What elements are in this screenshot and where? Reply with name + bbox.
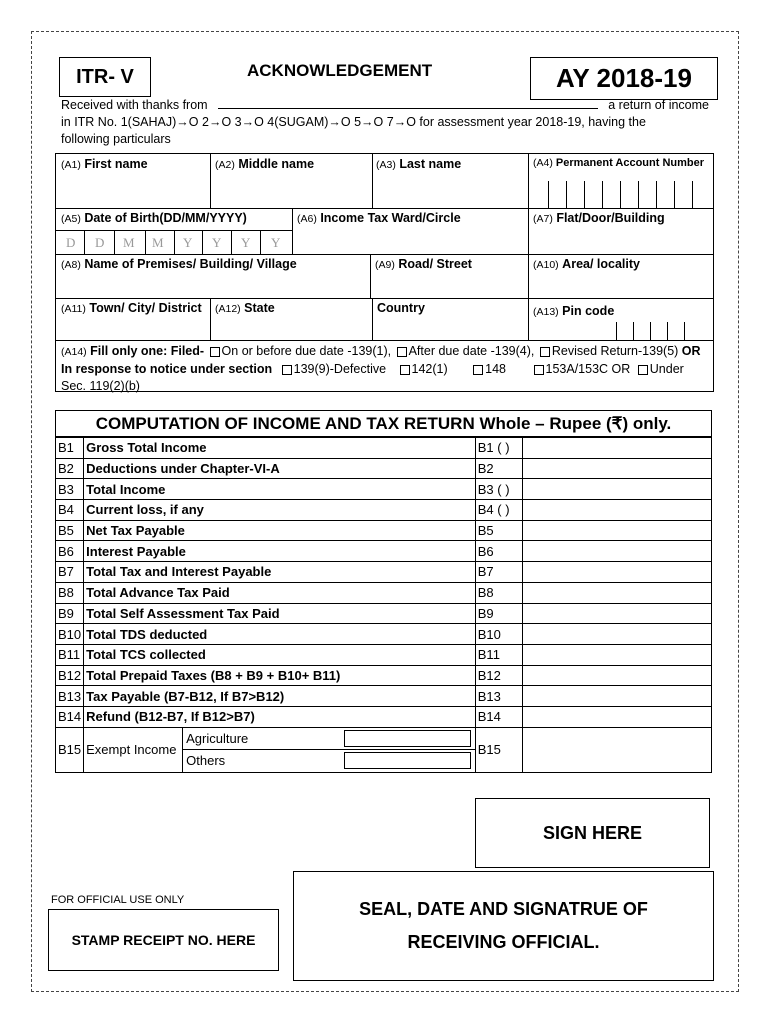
road-street-label: Road/ Street xyxy=(398,257,472,271)
stamp-receipt-box: STAMP RECEIPT NO. HERE xyxy=(48,909,279,971)
amount-field[interactable] xyxy=(522,582,711,603)
row-label: Total TDS deducted xyxy=(84,624,476,645)
table-row xyxy=(56,520,712,541)
town-city-label: Town/ City/ District xyxy=(89,301,202,315)
row-code: B4 xyxy=(56,500,84,521)
amount-field[interactable] xyxy=(522,665,711,686)
exempt-income-label: Exempt Income xyxy=(84,728,183,772)
amount-field[interactable] xyxy=(522,541,711,562)
row-ref: B2 xyxy=(475,458,522,479)
row-code: B15 xyxy=(56,727,84,772)
row-label: Total Tax and Interest Payable xyxy=(84,562,476,583)
amount-field[interactable] xyxy=(522,438,711,459)
agriculture-label: Agriculture xyxy=(186,730,249,746)
official-use-label: FOR OFFICIAL USE ONLY xyxy=(51,894,185,906)
row-label: Total TCS collected xyxy=(84,644,476,665)
dob-label: Date of Birth(DD/MM/YYYY) xyxy=(84,211,247,225)
agriculture-input[interactable] xyxy=(344,730,471,747)
sign-here-box[interactable]: SIGN HERE xyxy=(475,798,710,868)
table-row xyxy=(56,706,712,727)
middle-name-field[interactable]: (A2) Middle name xyxy=(215,157,315,171)
grid-line xyxy=(55,298,714,299)
table-row xyxy=(56,438,712,459)
row-ref: B12 xyxy=(475,665,522,686)
row-label: Current loss, if any xyxy=(84,500,476,521)
amount-field[interactable] xyxy=(522,500,711,521)
row-label: Deductions under Chapter-VI-A xyxy=(84,458,476,479)
checkbox-139-9[interactable] xyxy=(282,365,292,375)
premises-label: Name of Premises/ Building/ Village xyxy=(84,257,297,271)
area-locality-field[interactable]: (A10) Area/ locality xyxy=(533,257,640,271)
table-row-b15 xyxy=(56,727,712,772)
state-label: State xyxy=(244,301,275,315)
table-row xyxy=(56,500,712,521)
a14-line3: Sec. 119(2)(b) xyxy=(61,379,140,393)
row-ref: B15 xyxy=(475,727,522,772)
a14-line1: (A14) Fill only one: Filed- On or before due date -139(1), After due date -139(4), Revised Return-139(5) OR xyxy=(61,344,701,358)
road-street-field[interactable]: (A9) Road/ Street xyxy=(375,257,472,271)
last-name-label: Last name xyxy=(399,157,462,171)
row-ref: B9 xyxy=(475,603,522,624)
amount-field[interactable] xyxy=(522,458,711,479)
row-ref: B8 xyxy=(475,582,522,603)
row-ref: B4 ( ) xyxy=(475,500,522,521)
row-label: Total Self Assessment Tax Paid xyxy=(84,603,476,624)
row-ref: B13 xyxy=(475,686,522,707)
ward-circle-field[interactable]: (A6) Income Tax Ward/Circle xyxy=(297,211,461,225)
dob-digit: D xyxy=(66,235,76,250)
flat-door-field[interactable]: (A7) Flat/Door/Building xyxy=(533,211,665,225)
row-code: B9 xyxy=(56,603,84,624)
row-label: Tax Payable (B7-B12, If B7>B12) xyxy=(84,686,476,707)
others-input[interactable] xyxy=(344,752,471,769)
dob-digit: Y xyxy=(241,235,251,250)
dob-digit: M xyxy=(152,235,164,250)
row-ref: B11 xyxy=(475,644,522,665)
grid-line xyxy=(55,340,714,341)
assessment-year-box: AY 2018-19 xyxy=(530,57,718,100)
filing-section xyxy=(61,343,711,395)
row-code: B11 xyxy=(56,644,84,665)
pan-label: Permanent Account Number xyxy=(555,157,705,169)
table-row xyxy=(56,541,712,562)
row-ref: B5 xyxy=(475,520,522,541)
row-code: B5 xyxy=(56,520,84,541)
first-name-field[interactable]: (A1) First name xyxy=(61,157,148,171)
page-title: ACKNOWLEDGEMENT xyxy=(247,61,433,80)
pin-code-label: Pin code xyxy=(562,304,615,318)
row-ref: B3 ( ) xyxy=(475,479,522,500)
row-ref: B7 xyxy=(475,562,522,583)
dob-digit: M xyxy=(123,235,135,250)
form-name-box: ITR- V xyxy=(59,57,151,97)
table-row xyxy=(56,582,712,603)
intro-line3: following particulars xyxy=(61,132,171,146)
row-code: B14 xyxy=(56,706,84,727)
received-from-field[interactable] xyxy=(218,97,598,109)
row-code: B10 xyxy=(56,624,84,645)
area-locality-label: Area/ locality xyxy=(562,257,640,271)
pan-field[interactable]: (A4) Permanent Account Number xyxy=(533,157,705,169)
row-label: Refund (B12-B7, If B12>B7) xyxy=(84,706,476,727)
fill-only-one-label: Fill only one: Filed- xyxy=(90,344,205,358)
seal-line1: SEAL, DATE AND SIGNATRUE OF xyxy=(359,899,648,919)
premises-field[interactable]: (A8) Name of Premises/ Building/ Village xyxy=(61,257,297,271)
others-label: Others xyxy=(186,753,226,769)
dob-field[interactable]: (A5) Date of Birth(DD/MM/YYYY) xyxy=(61,211,247,225)
row-label: Net Tax Payable xyxy=(84,520,476,541)
table-row xyxy=(56,562,712,583)
row-label: Total Income xyxy=(84,479,476,500)
row-label: Interest Payable xyxy=(84,541,476,562)
amount-field[interactable] xyxy=(522,624,711,645)
last-name-field[interactable]: (A3) Last name xyxy=(376,157,462,171)
row-code: B6 xyxy=(56,541,84,562)
row-code: B7 xyxy=(56,562,84,583)
checkbox-153a[interactable] xyxy=(534,365,544,375)
seal-box xyxy=(293,871,714,981)
grid-line xyxy=(55,208,714,209)
checkbox-139-1[interactable] xyxy=(210,347,220,357)
computation-table xyxy=(55,437,712,773)
row-ref: B6 xyxy=(475,541,522,562)
amount-field[interactable] xyxy=(522,686,711,707)
row-label: Gross Total Income xyxy=(84,438,476,459)
dob-digit: Y xyxy=(183,235,193,250)
intro-received-label: Received with thanks from xyxy=(61,98,208,112)
dob-digit: D xyxy=(95,235,105,250)
amount-field[interactable] xyxy=(522,603,711,624)
a14-line2: In response to notice under section 139(9)-Defective 142(1) 148 153A/153C OR Under xyxy=(61,362,684,376)
table-row xyxy=(56,644,712,665)
row-ref: B10 xyxy=(475,624,522,645)
pin-code-field[interactable]: (A13) Pin code xyxy=(533,304,615,318)
checkbox-139-5[interactable] xyxy=(540,347,550,357)
country-field[interactable] xyxy=(377,301,425,315)
intro-text xyxy=(61,97,709,148)
row-label: Total Prepaid Taxes (B8 + B9 + B10+ B11) xyxy=(84,665,476,686)
flat-door-label: Flat/Door/Building xyxy=(556,211,665,225)
intro-line1 xyxy=(61,97,709,114)
checkbox-148[interactable] xyxy=(473,365,483,375)
middle-name-label: Middle name xyxy=(238,157,315,171)
amount-field[interactable] xyxy=(522,520,711,541)
seal-line2: RECEIVING OFFICIAL. xyxy=(407,932,600,952)
dob-digit: Y xyxy=(212,235,222,250)
row-label: Total Advance Tax Paid xyxy=(84,582,476,603)
dob-digit: Y xyxy=(271,235,281,250)
table-row xyxy=(56,686,712,707)
checkbox-139-4[interactable] xyxy=(397,347,407,357)
intro-return-label: a return of income xyxy=(608,98,709,112)
computation-title: COMPUTATION OF INCOME AND TAX RETURN Whole – Rupee (₹) only. xyxy=(55,410,712,437)
amount-field[interactable] xyxy=(522,727,711,772)
table-row xyxy=(56,665,712,686)
amount-field[interactable] xyxy=(522,644,711,665)
first-name-label: First name xyxy=(84,157,148,171)
row-ref: B14 xyxy=(475,706,522,727)
ward-circle-label: Income Tax Ward/Circle xyxy=(320,211,461,225)
grid-line xyxy=(55,254,714,255)
intro-line2: in ITR No. 1(SAHAJ)→O 2→O 3→O 4(SUGAM)→O 5→O 7→O for assessment year 2018-19, having the xyxy=(61,115,646,129)
notice-section-label: In response to notice under section xyxy=(61,362,273,376)
checkbox-142-1[interactable] xyxy=(400,365,410,375)
amount-field[interactable] xyxy=(522,706,711,727)
row-code: B1 xyxy=(56,438,84,459)
row-code: B8 xyxy=(56,582,84,603)
table-row xyxy=(56,603,712,624)
checkbox-119[interactable] xyxy=(638,365,648,375)
table-row xyxy=(56,479,712,500)
table-row xyxy=(56,624,712,645)
table-row xyxy=(56,458,712,479)
amount-field[interactable] xyxy=(522,479,711,500)
row-ref: B1 ( ) xyxy=(475,438,522,459)
row-code: B12 xyxy=(56,665,84,686)
town-city-field[interactable]: (A11) Town/ City/ District xyxy=(61,301,202,315)
row-code: B2 xyxy=(56,458,84,479)
state-field[interactable]: (A12) State xyxy=(215,301,275,315)
amount-field[interactable] xyxy=(522,562,711,583)
row-code: B13 xyxy=(56,686,84,707)
row-code: B3 xyxy=(56,479,84,500)
country-label: Country xyxy=(377,301,425,315)
